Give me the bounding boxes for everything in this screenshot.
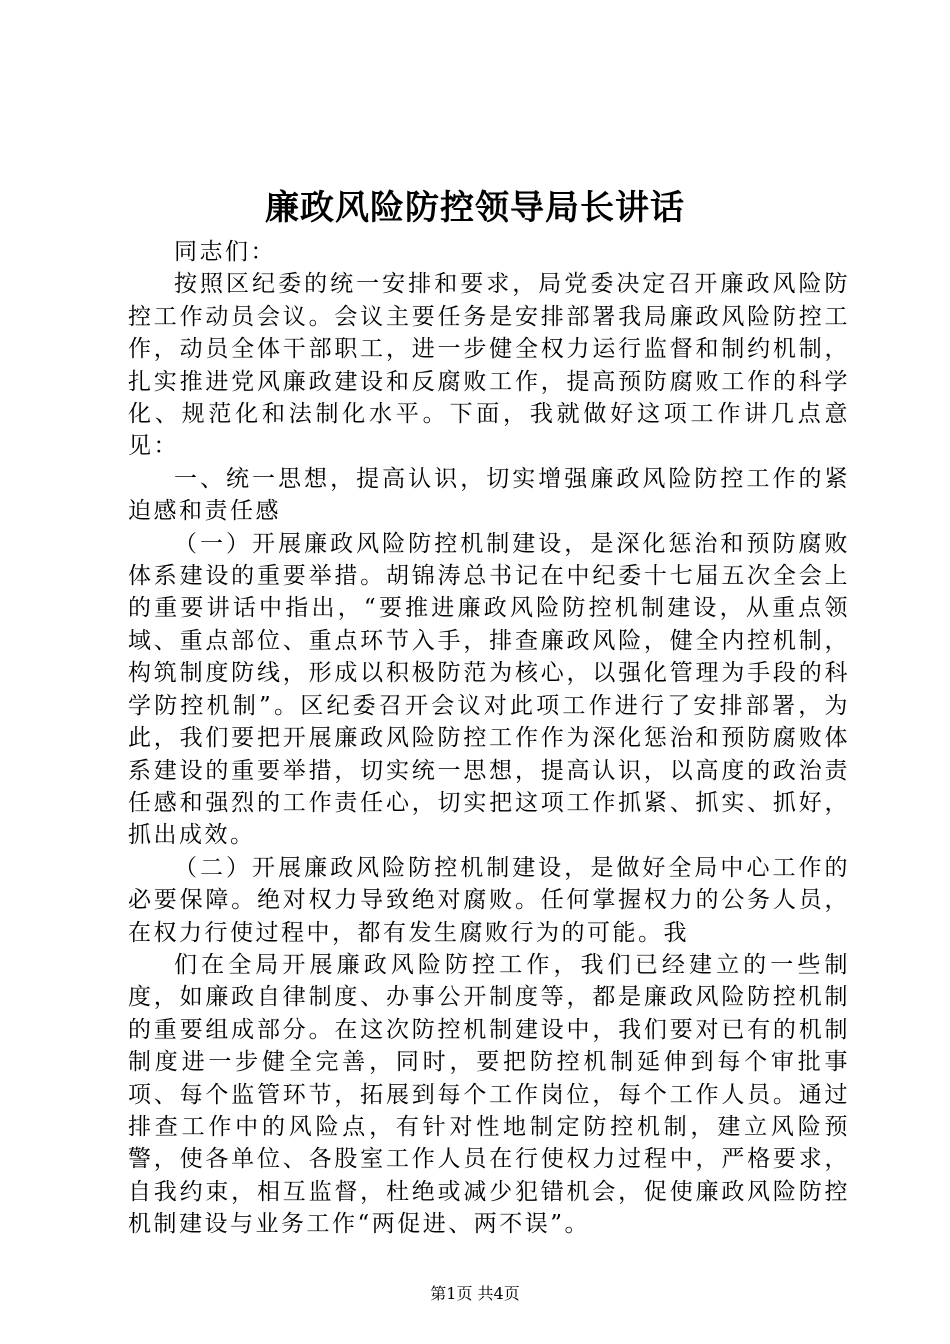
section-heading: 一、统一思想，提高认识，切实增强廉政风险防控工作的紧迫感和责任感 — [128, 465, 850, 525]
page-footer: 第1页 共4页 — [430, 1284, 520, 1303]
body-paragraph: 按照区纪委的统一安排和要求，局党委决定召开廉政风险防控工作动员会议。会议主要任务是安排部署我局廉政风险防控工作，动员全体干部职工，进一步健全权力运行监督和制约机制，扎实推进党风廉政建设和反腐败工作，提高预防腐败工作的科学化、规范化和法制化水平。下面，我就做好这项工作讲几点意见： — [128, 271, 850, 460]
body-paragraph: （二）开展廉政风险防控机制建设，是做好全局中心工作的必要保障。绝对权力导致绝对腐败。任何掌握权力的公务人员，在权力行使过程中，都有发生腐败行为的可能。我 — [128, 854, 850, 946]
document-title: 廉政风险防控领导局长讲话 — [265, 188, 685, 228]
salutation: 同志们： — [174, 239, 276, 265]
body-paragraph: 们在全局开展廉政风险防控工作，我们已经建立的一些制度，如廉政自律制度、办事公开制度等，都是廉政风险防控机制的重要组成部分。在这次防控机制建设中，我们要对已有的机制制度进一步健全完善，同时，要把防控机制延伸到每个审批事项、每个监管环节，拓展到每个工作岗位，每个工作人员。通过排查工作中的风险点，有针对性地制定防控机制，建立风险预警，使各单位、各股室工作人员在行使权力过程中，严格要求，自我约束，相互监督，杜绝或减少犯错机会，促使廉政风险防控机制建设与业务工作“两促进、两不误”。 — [128, 951, 850, 1238]
body-paragraph: （一）开展廉政风险防控机制建设，是深化惩治和预防腐败体系建设的重要举措。胡锦涛总书记在中纪委十七届五次全会上的重要讲话中指出，“要推进廉政风险防控机制建设，从重点领域、重点部位、重点环节入手，排查廉政风险，健全内控机制，构筑制度防线，形成以积极防范为核心，以强化管理为手段的科学防控机制”。区纪委召开会议对此项工作进行了安排部署，为此，我们要把开展廉政风险防控工作作为深化惩治和预防腐败体系建设的重要举措，切实统一思想，提高认识，以高度的政治责任感和强烈的工作责任心，切实把这项工作抓紧、抓实、抓好，抓出成效。 — [128, 530, 850, 849]
document-body — [128, 236, 850, 1241]
